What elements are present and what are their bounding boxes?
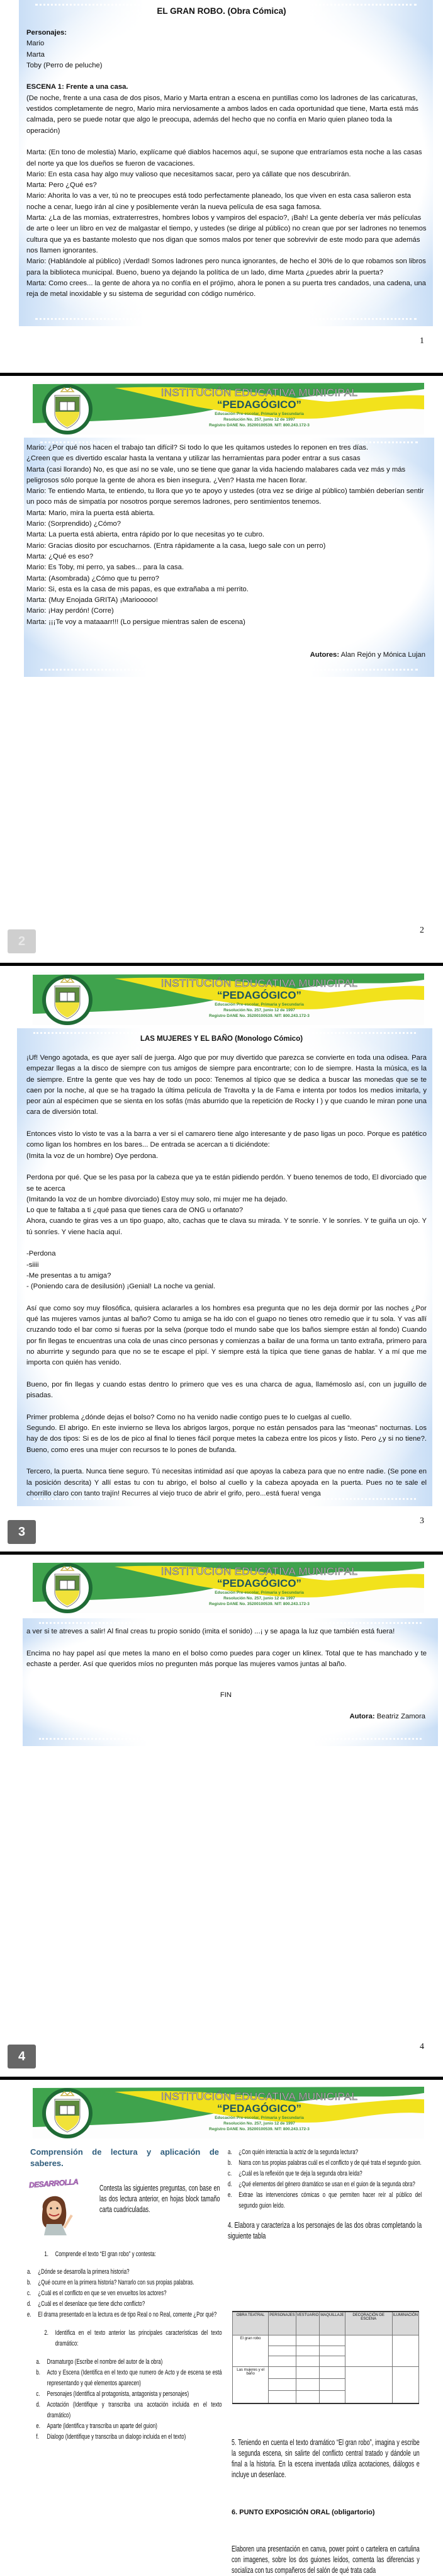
school-resolution: Resolución No. 257, junio 12 de 1997 xyxy=(223,2121,295,2126)
monologue-paragraph: Ahora, cuando te giras ves a un tipo guapo, alto, cachas que te clava su mirada. Y te sonríe. Y le sonríes. Y te guiña un ojo. Y tú sonríes. Y viene hacía aquí. xyxy=(26,1217,427,1236)
page-number: 4 xyxy=(420,2042,424,2051)
institution-label: INSTITUCIÓN EDUCATIVA MUNICIPAL xyxy=(160,977,358,989)
table-cell[interactable] xyxy=(269,2356,296,2367)
monologue-paragraph: Bueno, por fin llegas y cuando estas dentro lo primero que ves es una charca de agua, llamémoslo así, con un juguillo de pisadas. xyxy=(26,1380,427,1400)
question-item xyxy=(36,2368,222,2389)
monologue-paragraph: -siiii xyxy=(26,1261,39,1269)
dialogue-line: Mario: Si, esta es la casa de mis papas, es que extrañaba a mi perrito. xyxy=(26,585,249,593)
item-text: Aparte (identifica y transcriba un aparte del guion) xyxy=(47,2422,157,2430)
dialogue-line: Marta: La puerta está abierta, entra rápido por lo que necesitas yo te cubro. xyxy=(26,531,265,539)
page-separator xyxy=(0,1552,443,1555)
item-marker: a. xyxy=(27,2268,31,2276)
school-name: “PEDAGÓGICO” xyxy=(216,1577,302,1589)
question-item-list xyxy=(27,2357,222,2443)
authors-label: Autores: xyxy=(310,651,340,659)
dialogue-line: Marta: ¿Qué es eso? xyxy=(26,552,94,560)
school-registry: Registro DANE No. 35200100539. NIT: 800.243.172-3 xyxy=(209,1014,310,1018)
page-4-text xyxy=(26,1626,427,1670)
table-cell[interactable] xyxy=(269,2367,296,2379)
dialogue-line: Mario: (Sorprendido) ¿Cómo? xyxy=(26,520,121,528)
question-1-block xyxy=(27,2249,222,2443)
item-marker: d. xyxy=(27,2300,31,2308)
monologue-paragraph: (Imitando la voz de un hombre divorciado) Estoy muy solo, mi mujer me ha dejado. xyxy=(26,1195,288,1203)
dialogue-line: (De noche, frente a una casa de dos pisos, Mario y Marta entran a escena en puntillas como los ladrones de las caricaturas, vestidos completamente de negro, Mario mira nerviosamente a ambos lados en cada oportunidad que tiene, Marta está más calmada, pero se puede notar que algo le preocupa, además del hecho que no confía en Mario quien planeo toda la operación) xyxy=(26,94,418,135)
table-cell[interactable] xyxy=(320,2346,345,2356)
monologue-paragraph xyxy=(26,1369,427,1380)
question-item xyxy=(27,2278,222,2288)
school-header-banner xyxy=(33,972,424,1025)
dialogue-line: Marta: Mario, mira la puerta está abierta. xyxy=(26,509,155,517)
character-name: Marta xyxy=(26,50,45,59)
table-cell[interactable] xyxy=(296,2390,320,2403)
table-header: VESTUARIO xyxy=(296,2312,320,2335)
question-2 xyxy=(27,2328,222,2349)
dialogue-line: Marta: (Asombrada) ¿Cómo que tu perro? xyxy=(26,574,159,582)
dialogue-line: Marta: ¿La de las momias, extraterrestres, hombres lobos y vampiros del espacio?, ¡Bah! La gente debería ver más películas de arte o leer un libro en vez de malgastar el tiempo, y ustedes (se dirige al público) no crean que por ser ladrones no tenemos cultura que ya es bastante molesto que nos digan que somos malos por tener que sobrevivir de este modo para que además nos llamen ignorantes. xyxy=(26,214,427,254)
school-header-banner xyxy=(33,1560,424,1613)
activity-heading: Comprensión de lectura y aplicación de saberes. xyxy=(30,2147,219,2168)
item-marker: f. xyxy=(36,2433,39,2441)
school-name: “PEDAGÓGICO” xyxy=(216,399,302,411)
table-cell[interactable] xyxy=(296,2378,320,2390)
page-1-text xyxy=(26,28,427,300)
school-registry: Registro DANE No. 35200100539. NIT: 800.243.172-3 xyxy=(209,2127,310,2131)
question-number: 2. xyxy=(44,2329,48,2337)
character-name: Mario xyxy=(26,40,45,48)
item-text: ¿Cuál es el conflicto en que se ven envueltos los actores? xyxy=(38,2289,167,2297)
question-item xyxy=(27,2299,222,2310)
item-text: El drama presentado en la lectura es de tipo Real o no Real, comente ¿Por qué? xyxy=(38,2311,217,2318)
question-item xyxy=(36,2400,222,2421)
item-marker: c. xyxy=(36,2390,40,2398)
item-marker: b. xyxy=(27,2279,31,2286)
school-resolution: Resolución No. 257, junio 12 de 1997 xyxy=(223,417,295,422)
table-header: MAQUILLAJE xyxy=(320,2312,345,2335)
dialogue-line: Mario: Te entiendo Marta, te entiendo, tu llora que yo te apoyo y ustedes (otra vez se dirige al público) también deberían sentir un poco más de simpatía por nosotros porque seremos ladrones, pero sentimientos tenemos. xyxy=(26,487,424,506)
scene-heading: ESCENA 1: Frente a una casa. xyxy=(26,83,128,91)
dialogue-line: Mario: ¡Hay perdón! (Corre) xyxy=(26,607,114,615)
item-marker: c. xyxy=(27,2289,31,2297)
activity-intro xyxy=(99,2183,220,2215)
question-item-list xyxy=(228,2147,422,2211)
monologue-paragraph: - (Poniendo cara de desilusión) ¡Genial! La noche va genial. xyxy=(26,1283,216,1291)
school-registry: Registro DANE No. 35200100539. NIT: 800.243.172-3 xyxy=(209,1602,310,1606)
question-item xyxy=(36,2432,222,2443)
item-text: Extrae las intervenciones cómicas o que permiten hacer reír al público del segundo guion leído. xyxy=(238,2191,422,2210)
page-3-text xyxy=(26,1053,427,1499)
monologue-paragraph-list xyxy=(26,1626,427,1670)
monologue-paragraph xyxy=(26,1456,427,1467)
character-name-list xyxy=(26,38,427,71)
question-6-title: 6. PUNTO EXPOSICIÓN ORAL (obligartorio) xyxy=(232,2509,375,2516)
table-cell[interactable] xyxy=(320,2390,345,2403)
dialogue-line: Mario: Ahorita lo vas a ver, tú no te preocupes está todo perfectamente planeado, los que viven en esta casa salieron esta noche a cenar, luego irán al cine y posiblemente verán la nueva película de esa saga famosa. xyxy=(26,192,412,211)
authors-credit xyxy=(310,651,425,659)
dialogue-line: Marta: Pero ¿Qué es? xyxy=(26,181,97,190)
table-cell-play: Las mujeres y el baño xyxy=(233,2367,269,2403)
teacher-cartoon-icon xyxy=(35,2190,79,2235)
question-5-block xyxy=(232,2437,420,2480)
characters-table xyxy=(232,2311,419,2404)
school-levels: Educación Pre-escolar, Primaria y Secundaria xyxy=(215,1591,304,1595)
table-cell[interactable] xyxy=(296,2367,320,2379)
table-cell[interactable] xyxy=(392,2367,418,2403)
item-text: ¿Dónde se desarrolla la primera historia? xyxy=(38,2268,130,2276)
item-text: Personajes (Identifica al protagonista, antagonista y personajes) xyxy=(47,2390,189,2398)
teacher-sticker-image xyxy=(29,2179,87,2237)
monologue-paragraph: Lo que te faltaba a ti ¿qué pasa que tienes cara de ONG u orfanato? xyxy=(26,1206,244,1215)
monologue-paragraph: Entonces visto lo visto te vas a la barra a ver si el camarero tiene algo interesante y de paso ligas un poco. Porque es patético como ligan los hombres en los bares... De entrada se acercan a ti diciéndote: xyxy=(26,1130,427,1149)
character-name: Toby (Perro de peluche) xyxy=(26,61,103,69)
question-item xyxy=(228,2169,422,2179)
question-5-text: 5. Teniendo en cuenta el texto dramático “El gran robo”, imagina y escribe la segunda escena, sin salirte del conflicto central tratado y dándole un final a la historia. En la escena inventada utiliza acotaciones, diálogos e incluye un desenlace. xyxy=(232,2438,420,2479)
school-levels: Educación Pre-escolar, Primaria y Secundaria xyxy=(215,412,304,416)
question-4-text: 4. Elabora y caracteriza a los personajes de las dos obras completando la siguiente tabla xyxy=(228,2220,422,2240)
monologue-paragraph: Segundo. El abrigo. En este invierno se lleva los abrigos largos, porque no están pensados para las “meonas” nocturnas. Los hay de dos tipos: Si es de los de pico al final lo tienes fácil porque metes la cabeza entre los picos y listo. Pero ¿y si no tiene?. Bueno, como eres una mujer con recursos te lo pones de bufanda. xyxy=(26,1424,427,1454)
question-item xyxy=(228,2147,422,2158)
monologue-paragraph xyxy=(26,1162,427,1172)
monologue-title: LAS MUJERES Y EL BAÑO (Monologo Cómico) xyxy=(140,1035,303,1043)
monologue-paragraph: Perdona por qué. Que se les pasa por la cabeza que ya te están pidiendo perdón. Y bueno tenemos de todo, El divorciado que se te acerca xyxy=(26,1174,427,1193)
school-resolution: Resolución No. 257, junio 12 de 1997 xyxy=(223,1596,295,1601)
item-marker: a. xyxy=(228,2148,232,2156)
institution-label: INSTITUCIÓN EDUCATIVA MUNICIPAL xyxy=(160,1565,358,1577)
item-marker: e. xyxy=(27,2311,31,2318)
table-cell[interactable] xyxy=(345,2367,392,2403)
page-separator xyxy=(0,963,443,966)
page-separator xyxy=(0,373,443,376)
table-header: DECORACIÓN DE ESCENA xyxy=(345,2312,392,2335)
monologue-paragraph: ¡Uf! Vengo agotada, es que ayer salí de juerga. Algo que por muy divertido que parezca se convierte en toda una odisea. Para empezar llegas a la disco de siempre con tus amigos de siempre para encontrarte; con lo de siempre. Hasta la música, es la de siempre. Entre la gente que ves hay de todo un poco: Tenemos al típico que se dedica a buscar las monedas que se te caen por la noche, al que se ha tragado la última película de Travolta y la de Fama e intenta por todos los medios imitarla, y peor aún al espécimen que se sienta en los sofás (más aburrido que la repetición de Rocky I ) y que cuando le miran pone una cara de diversión total. xyxy=(26,1054,427,1116)
table-cell[interactable] xyxy=(269,2346,296,2356)
dialogue-line: Mario: En esta casa hay algo muy valioso que necesitamos sacar, pero ya cállate que nos descubrirán. xyxy=(26,170,351,178)
monologue-paragraph: -Me presentas a tu amiga? xyxy=(26,1271,111,1279)
question-item xyxy=(36,2421,222,2432)
item-text: ¿Qué elementos del género dramático se usan en el guion de la segunda obra? xyxy=(238,2181,415,2188)
author-name: Beatriz Zamora xyxy=(376,1713,425,1720)
item-marker: a. xyxy=(36,2358,41,2366)
question-item xyxy=(27,2267,222,2278)
item-text: Dramaturgo (Escribe el nombre del autor de la obra) xyxy=(47,2358,163,2366)
table-cell[interactable] xyxy=(320,2356,345,2367)
play-title: EL GRAN ROBO. (Obra Cómica) xyxy=(157,6,286,16)
item-text: Narra con tus propias palabras cuál es el conflicto y de qué trata el segundo guion. xyxy=(238,2159,422,2167)
item-marker: e. xyxy=(36,2422,41,2430)
table-cell[interactable] xyxy=(320,2335,345,2346)
monologue-paragraph xyxy=(26,1637,427,1648)
question-1 xyxy=(27,2249,222,2260)
school-levels: Educación Pre-escolar, Primaria y Secundaria xyxy=(215,1002,304,1007)
monologue-paragraph: Encima no hay papel así que metes la mano en el bolso como puedes para coger un klinex. Total que te has manchado y te echaste a perder. Así que queridos míos no pregunten más porque las mujeres vamos juntas al baño. xyxy=(26,1649,427,1668)
item-text: ¿Qué ocurre en la primera historia? Narrarlo con sus propias palabras. xyxy=(38,2279,194,2286)
question-item xyxy=(228,2179,422,2190)
institution-label: INSTITUCIÓN EDUCATIVA MUNICIPAL xyxy=(160,2091,358,2102)
item-marker: e. xyxy=(228,2191,232,2199)
table-row xyxy=(233,2335,419,2346)
dialogue-line: Mario: Es Toby, mi perro, ya sabes... para la casa. xyxy=(26,564,184,572)
school-resolution: Resolución No. 257, junio 12 de 1997 xyxy=(223,1008,295,1013)
dialogue-line: Marta: ¡¡¡Te voy a mataaarr!!! (Lo persigue mientras salen de escena) xyxy=(26,618,245,626)
table-cell[interactable] xyxy=(296,2356,320,2367)
school-header-banner xyxy=(33,382,424,434)
item-text: Dialogo (Identifique y transcriba un dialogo incluida en el texto) xyxy=(47,2433,186,2441)
item-text: ¿Cuál es el desenlace que tiene dicho conflicto? xyxy=(38,2300,145,2308)
table-row xyxy=(233,2367,419,2379)
item-marker: d. xyxy=(36,2401,41,2409)
item-marker: b. xyxy=(228,2159,232,2167)
monologue-paragraph: -Perdona xyxy=(26,1250,56,1258)
item-text: ¿Cuál es la reflexión que te deja la segunda obra leída? xyxy=(238,2170,362,2177)
page-label-badge: 2 xyxy=(8,929,36,953)
item-text: Acto y Escena (Identifica en el texto que numero de Acto y de escena se está representando y qué elementos aparecen) xyxy=(47,2369,222,2387)
page-number: 2 xyxy=(420,926,424,935)
school-name: “PEDAGÓGICO” xyxy=(216,2102,302,2114)
page-separator xyxy=(0,2077,443,2080)
desarrolla-sticker-text: DESARROLLA xyxy=(28,2177,79,2190)
monologue-paragraph: (Imita la voz de un hombre) Oye perdona. xyxy=(26,1152,159,1160)
question-3-block xyxy=(228,2147,422,2241)
fin-label: FIN xyxy=(220,1691,232,1699)
dialogue-line: Mario: ¿Por qué nos hacen el trabajo tan difícil? Si todo lo que les quitamos ustedes lo reponen en tres días. xyxy=(26,444,369,451)
table-header: ILUMINACIÓN xyxy=(392,2312,418,2335)
page-number: 3 xyxy=(420,1516,424,1526)
authors-names: Alan Rejón y Mónica Lujan xyxy=(340,651,425,659)
question-6-block xyxy=(232,2544,420,2576)
monologue-paragraph: Primer problema ¿dónde dejas el bolso? Como no ha venido nadie contigo pues te lo cuelgas al cuello. xyxy=(26,1413,352,1421)
dialogue-line-list xyxy=(26,443,427,628)
table-cell-play: El gran robo xyxy=(233,2335,269,2367)
table-cell[interactable] xyxy=(269,2335,296,2346)
school-levels: Educación Pre-escolar, Primaria y Secundaria xyxy=(215,2116,304,2120)
characters-label: Personajes: xyxy=(26,29,67,37)
table-cell[interactable] xyxy=(269,2378,296,2390)
page-number: 1 xyxy=(420,336,424,346)
table-cell[interactable] xyxy=(345,2335,392,2367)
question-text: Identifica en el texto anterior las principales características del texto dramático: xyxy=(55,2329,222,2347)
author-credit xyxy=(349,1713,425,1720)
question-item xyxy=(36,2357,222,2368)
school-header-banner xyxy=(33,2085,424,2138)
item-marker: d. xyxy=(228,2181,232,2188)
institution-label: INSTITUCIÓN EDUCATIVA MUNICIPAL xyxy=(160,387,358,399)
monologue-paragraph: a ver si te atreves a salir! Al final creas tu propio sonido (imita el sonido) ...¡ y se apaga la luz que también está fuera! xyxy=(26,1628,395,1635)
monologue-paragraph: Tercero, la puerta. Nunca tiene seguro. Tú necesitas intimidad así que apoyas la cabeza para que no entre nadie. (Se pone en la posición descrita) Y allí estas tu con tu abrigo, el bolso al cuello y la cabeza apoyada en la puerta. Pues no te sale el chorrillo claro con tanto trajín! Recurres al viejo truco de abrir el grifo, pero...está fuera! venga xyxy=(26,1468,427,1497)
page-label-badge: 3 xyxy=(8,1520,36,1544)
table-cell[interactable] xyxy=(269,2390,296,2403)
monologue-paragraph: Así que como soy muy filosófica, quisiera aclararles a los hombres esa pregunta que no les deja dormir por las noches ¿Por qué las mujeres vamos juntas al baño? Como tu amiga se ha ido con el guapo no tienes otro remedio que ir tu sola. Y vas allí cruzando todo el bar como si fueras por la selva (porque todo el mundo sabe que los baños siempre están al fondo) Cuando por fin llegas te encuentras una cola de unas cinco personas y comienzas a bailar de una forma un tanto extraña, primero para no aburrirte y segundo para que no se te escape el pipí. Y siempre está la típica que tiene ganas de hablar. Y a mí que me importa con quién has venido. xyxy=(26,1304,427,1367)
question-item xyxy=(27,2288,222,2299)
dialogue-line-list xyxy=(26,93,427,300)
item-marker: c. xyxy=(228,2170,232,2177)
school-name: “PEDAGÓGICO” xyxy=(216,989,302,1001)
monologue-paragraph-list xyxy=(26,1053,427,1499)
item-text: ¿Con quién interactúa la actriz de la segunda lectura? xyxy=(238,2148,359,2156)
author-label: Autora: xyxy=(349,1713,375,1720)
table-cell[interactable] xyxy=(296,2335,320,2346)
item-text: Acotación (Identifique y transcriba una acotación incluida en el texto dramático) xyxy=(47,2401,222,2419)
table-header: OBRA TEATRAL xyxy=(233,2312,269,2335)
dialogue-line: Marta: (Muy Enojada GRITA) ¡Mariooooo! xyxy=(26,596,158,604)
dialogue-line: ¿Creen que es divertido escalar hasta la ventana y utilizar las herramientas para poder entrar a sus casas xyxy=(26,455,361,463)
page-2-text xyxy=(26,443,427,628)
item-marker: b. xyxy=(36,2369,41,2376)
dialogue-line: Mario: (Hablándole al público) ¡Verdad! Somos ladrones pero nunca ignorantes, de hecho el 30% de lo que robamos son libros para la biblioteca municipal. Bueno, bueno ya dejando la política de un lado, dime Marta ¿puedes abrir la puerta? xyxy=(26,258,426,276)
school-registry: Registro DANE No. 35200100539. NIT: 800.243.172-3 xyxy=(209,423,310,428)
table-cell[interactable] xyxy=(392,2335,418,2367)
table-cell[interactable] xyxy=(320,2378,345,2390)
table-cell[interactable] xyxy=(296,2346,320,2356)
question-item xyxy=(228,2190,422,2211)
question-text: Comprende el texto “El gran robo” y contesta: xyxy=(55,2250,156,2258)
dialogue-line: Mario: Gracias diosito por escucharnos. (Entra rápidamente a la casa, luego sale con un perro) xyxy=(26,542,326,550)
monologue-paragraph xyxy=(26,1402,427,1412)
intro-text: Contesta las siguientes preguntas, con base en las dos lectura anterior, en hojas block tamaño carta cuadriculadas. xyxy=(99,2184,220,2214)
monologue-paragraph xyxy=(26,1118,427,1129)
dialogue-line: Marta: (En tono de molestia) Mario, explícame qué diablos hacemos aquí, se supone que entraríamos esta noche a las casas del norte ya que los dueños se fueron de vacaciones. xyxy=(26,149,422,167)
question-6-text: Elaboren una presentación en canva, power point o cartelera en cartulina con imagenes, sobre los dos guiones leídos, comenta las diferencias y socializa con tus compañeros del salón de qué trata cada xyxy=(232,2545,420,2575)
question-item xyxy=(228,2158,422,2169)
monologue-paragraph xyxy=(26,1293,427,1303)
table-header: PERSONAJES xyxy=(269,2312,296,2335)
monologue-paragraph xyxy=(26,1238,427,1249)
dialogue-line: Marta: Como crees... la gente de ahora ya no confía en el prójimo, ahora le ponen a su puerta tres candados, una cadena, una reja de metal inoxidable y su sistema de seguridad con código numérico. xyxy=(26,279,426,298)
dialogue-line: Marta (casi llorando) No, es que así no se vale, uno se tiene que ganar la vida haciendo malabares cada vez más y más peligrosos sólo porque la gente de ahora es bien insegura. ¿Ven? Hasta me hacen llorar. xyxy=(26,465,406,484)
question-number: 1. xyxy=(44,2250,48,2258)
table-cell[interactable] xyxy=(320,2367,345,2379)
dialogue-line xyxy=(26,137,427,147)
question-item-list xyxy=(27,2267,222,2320)
question-item xyxy=(36,2389,222,2400)
page-label-badge: 4 xyxy=(8,2045,36,2068)
question-item xyxy=(27,2310,222,2320)
